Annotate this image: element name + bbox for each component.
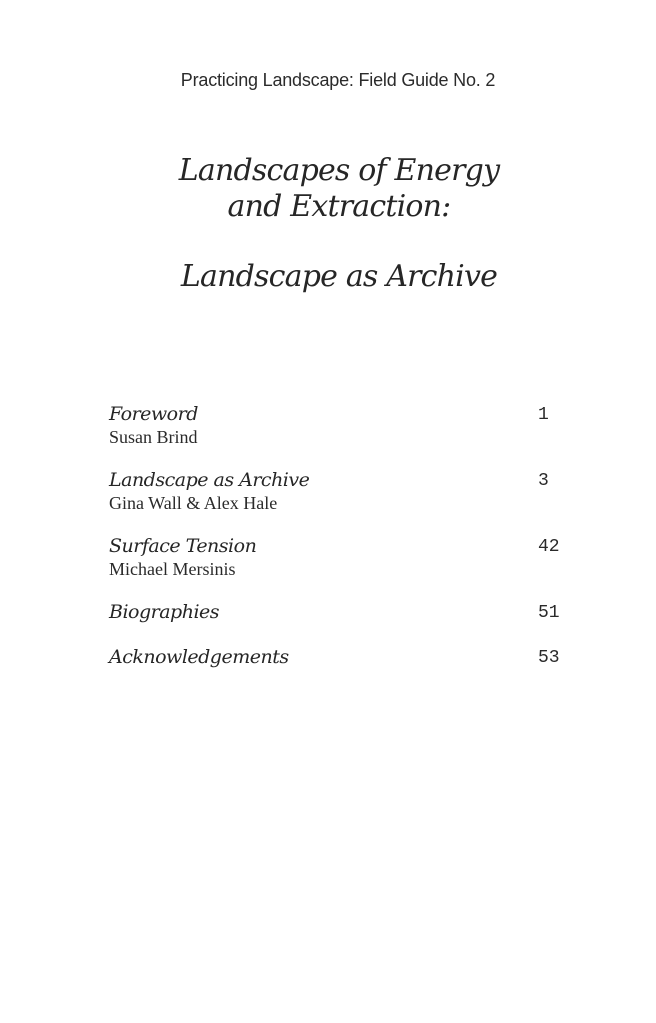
toc-entry-page-number: 42 [538, 537, 560, 557]
toc-entry-title: Foreword [109, 403, 198, 425]
toc-entry-page-number: 1 [538, 405, 549, 425]
toc-entry-acknowledgements [109, 645, 569, 669]
toc-entry-title: Surface Tension [109, 535, 257, 557]
toc-entry-author: Gina Wall & Alex Hale [109, 493, 278, 513]
toc-entry-author: Susan Brind [109, 427, 198, 447]
toc-entry-landscape-as-archive [109, 468, 569, 514]
toc-entry-page-number: 3 [538, 471, 549, 491]
toc-entry-foreword [109, 402, 569, 448]
toc-entry-page-number: 51 [538, 603, 560, 623]
book-title-line-2: and Extraction: [227, 189, 451, 224]
toc-entry-author: Michael Mersinis [109, 559, 236, 579]
book-subtitle: Landscape as Archive [180, 259, 498, 294]
toc-entry-page-number: 53 [538, 648, 560, 668]
table-of-contents [109, 402, 569, 690]
book-title-line-1: Landscapes of Energy [178, 153, 500, 188]
toc-entry-title: Landscape as Archive [109, 469, 310, 491]
series-title: Practicing Landscape: Field Guide No. 2 [180, 70, 496, 90]
toc-entry-biographies [109, 600, 569, 624]
toc-entry-title: Biographies [109, 601, 220, 623]
book-title-block [0, 153, 656, 295]
toc-entry-title: Acknowledgements [109, 646, 289, 668]
toc-entry-surface-tension [109, 534, 569, 580]
